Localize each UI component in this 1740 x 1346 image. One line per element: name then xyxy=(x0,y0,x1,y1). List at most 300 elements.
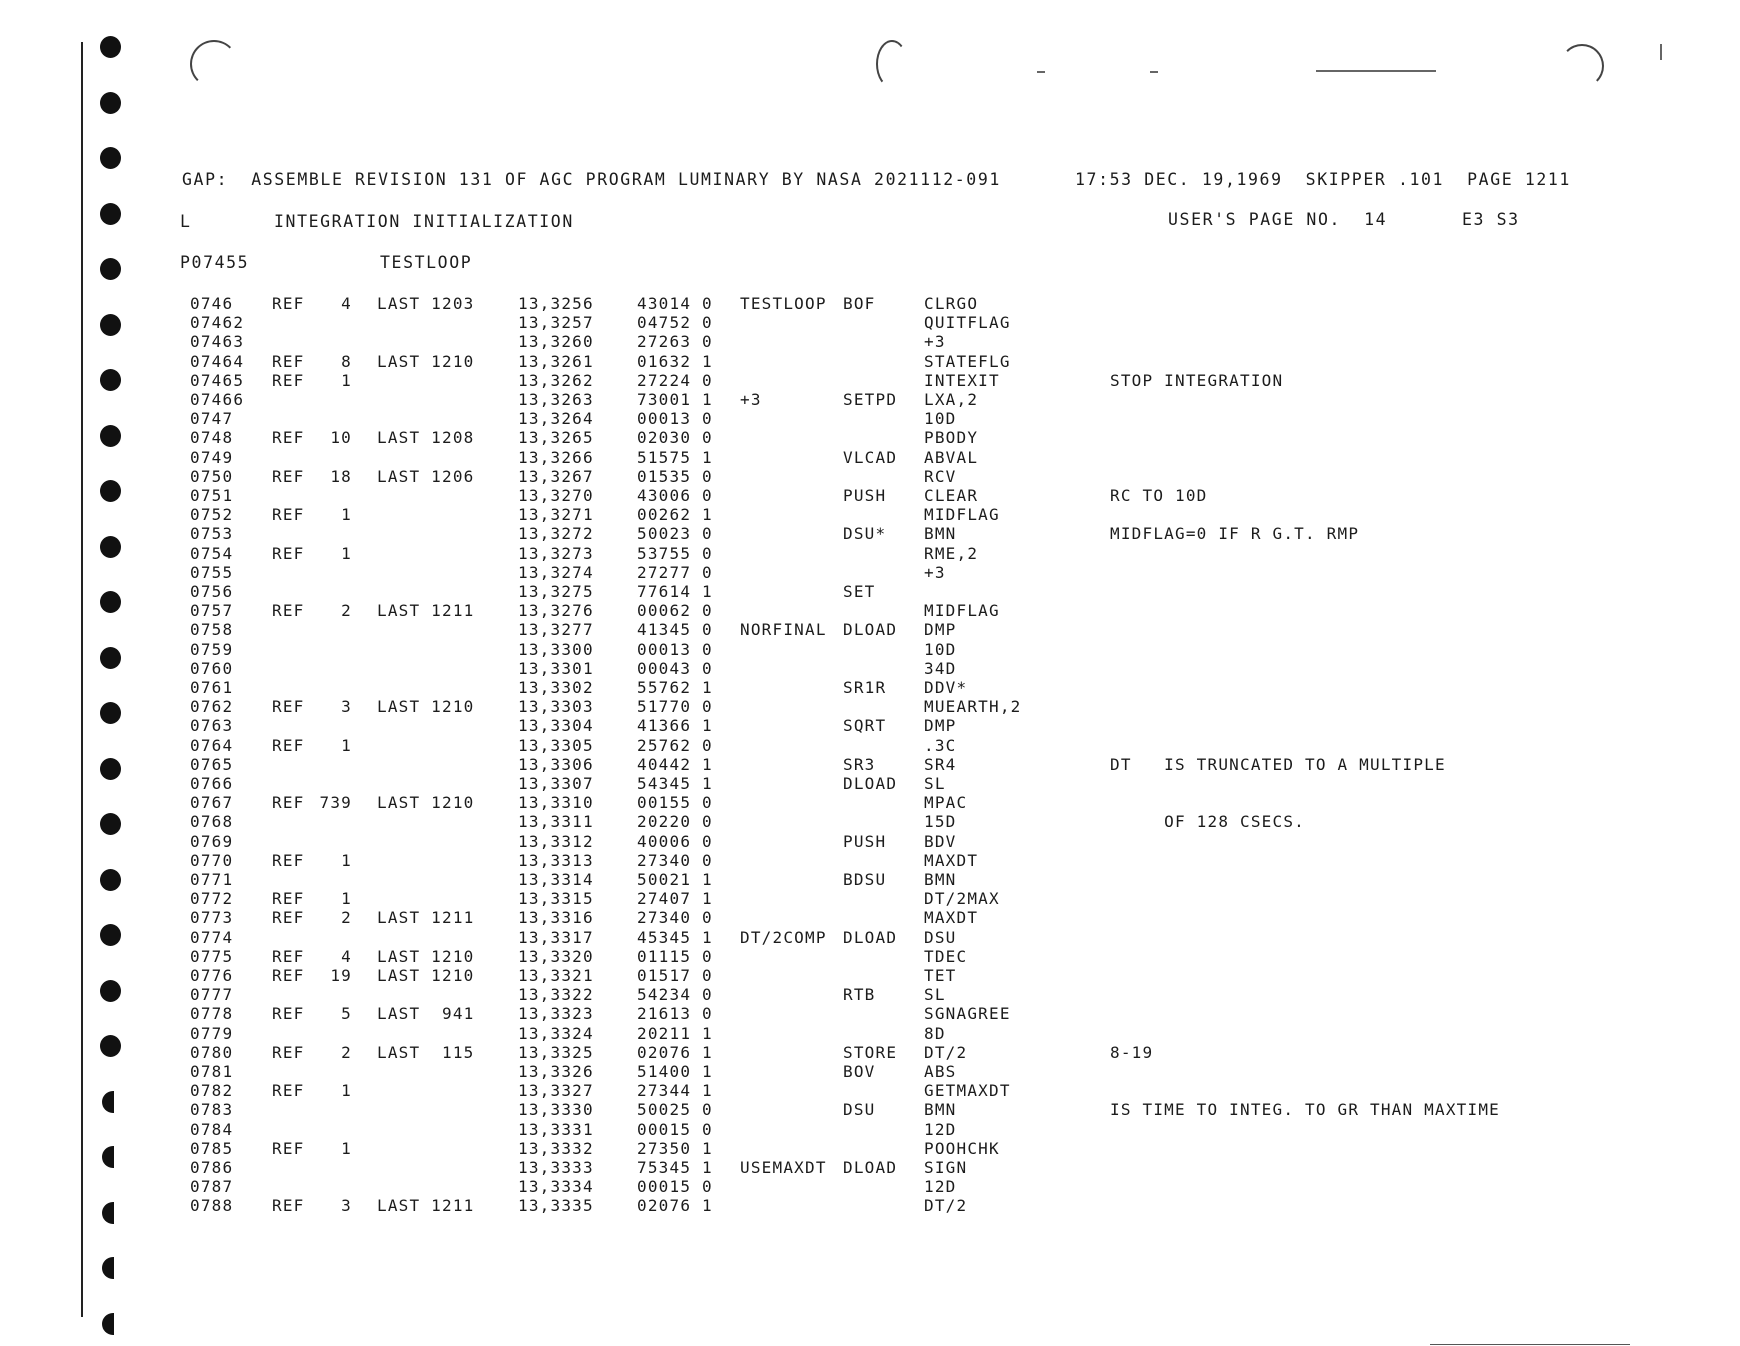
row-line-number: 0771 xyxy=(190,870,234,889)
row-address: 13,3333 xyxy=(518,1158,594,1177)
row-comment: STOP INTEGRATION xyxy=(1110,370,1284,390)
row-octal-word: 45345 1 xyxy=(637,927,713,947)
row-line-number: 0755 xyxy=(190,562,234,582)
row-line-number: 0765 xyxy=(190,754,234,774)
row-address: 13,3314 xyxy=(518,870,594,889)
row-octal-word: 02076 1 xyxy=(637,1196,713,1216)
feed-hole xyxy=(100,758,121,780)
row-octal-word: 51770 0 xyxy=(637,697,713,717)
row-line-number: 0783 xyxy=(190,1100,234,1120)
row-operand: SGNAGREE xyxy=(924,1004,1011,1024)
row-ref-marker: REF xyxy=(272,1196,305,1216)
top-mark xyxy=(1316,70,1436,72)
row-line-number: 0751 xyxy=(190,486,234,505)
row-line-number: 0746 xyxy=(190,294,234,313)
feed-hole xyxy=(100,258,121,280)
row-operand: +3 xyxy=(924,332,946,352)
row-last-ref: LAST 1203 xyxy=(377,294,475,313)
row-address: 13,3261 xyxy=(518,351,594,371)
row-line-number: 0770 xyxy=(190,850,234,870)
row-opcode: DLOAD xyxy=(843,620,898,640)
row-opcode: DLOAD xyxy=(843,1158,898,1177)
row-octal-word: 51575 1 xyxy=(637,447,713,467)
row-address: 13,3307 xyxy=(518,774,594,793)
feed-hole xyxy=(100,425,121,447)
row-ref-marker: REF xyxy=(272,466,305,486)
row-last-ref: LAST 1210 xyxy=(377,351,475,371)
row-last-ref: LAST 1211 xyxy=(377,601,475,621)
row-line-number: 0759 xyxy=(190,639,234,659)
row-operand: LXA,2 xyxy=(924,390,979,409)
row-address: 13,3335 xyxy=(518,1196,594,1216)
row-operand: BMN xyxy=(924,1100,957,1120)
section-marker: L xyxy=(180,212,192,231)
row-last-ref: LAST 1211 xyxy=(377,1196,475,1216)
row-line-number: 0782 xyxy=(190,1081,234,1101)
row-operand: DT/2 xyxy=(924,1196,968,1216)
row-comment: MIDFLAG=0 IF R G.T. RMP xyxy=(1110,524,1360,544)
row-opcode: BOV xyxy=(843,1062,876,1081)
row-line-number: 0772 xyxy=(190,889,234,909)
feed-hole xyxy=(100,536,121,558)
row-address: 13,3315 xyxy=(518,889,594,909)
row-opcode: BDSU xyxy=(843,870,887,889)
row-ref-count: 1 xyxy=(341,1138,352,1158)
row-line-number: 0779 xyxy=(190,1023,234,1043)
row-line-number: 07466 xyxy=(190,390,245,409)
feed-hole xyxy=(100,980,121,1002)
row-address: 13,3316 xyxy=(518,908,594,928)
row-ref-count: 3 xyxy=(341,1196,352,1216)
row-ref-count: 8 xyxy=(341,351,352,371)
row-opcode: SR3 xyxy=(843,754,876,774)
row-last-ref: LAST 941 xyxy=(377,1004,475,1024)
feed-hole xyxy=(100,203,121,225)
row-address: 13,3273 xyxy=(518,543,594,563)
row-address: 13,3305 xyxy=(518,735,594,755)
row-operand: CLRGO xyxy=(924,294,979,313)
row-ref-marker: REF xyxy=(272,850,305,870)
row-octal-word: 27277 0 xyxy=(637,562,713,582)
row-ref-count: 1 xyxy=(341,543,352,563)
row-octal-word: 04752 0 xyxy=(637,313,713,333)
row-operand: BMN xyxy=(924,524,957,544)
row-octal-word: 00015 0 xyxy=(637,1177,713,1197)
row-line-number: 0764 xyxy=(190,735,234,755)
row-octal-word: 00155 0 xyxy=(637,793,713,813)
row-operand: DDV* xyxy=(924,678,968,697)
row-octal-word: 54234 0 xyxy=(637,985,713,1005)
row-ref-count: 1 xyxy=(341,370,352,390)
row-address: 13,3324 xyxy=(518,1023,594,1043)
row-operand: 12D xyxy=(924,1119,957,1139)
row-address: 13,3274 xyxy=(518,562,594,582)
row-address: 13,3311 xyxy=(518,812,594,832)
row-operand: SR4 xyxy=(924,754,957,774)
row-line-number: 0787 xyxy=(190,1177,234,1197)
row-operand: RME,2 xyxy=(924,543,979,563)
feed-hole xyxy=(100,1035,121,1057)
row-octal-word: 43006 0 xyxy=(637,486,713,505)
row-octal-word: 00013 0 xyxy=(637,409,713,429)
row-octal-word: 50021 1 xyxy=(637,870,713,889)
row-opcode: PUSH xyxy=(843,831,887,851)
row-address: 13,3310 xyxy=(518,793,594,813)
row-octal-word: 00013 0 xyxy=(637,639,713,659)
row-ref-marker: REF xyxy=(272,966,305,985)
row-opcode: DLOAD xyxy=(843,927,898,947)
row-address: 13,3323 xyxy=(518,1004,594,1024)
routine-name: TESTLOOP xyxy=(380,253,473,272)
row-operand: .3C xyxy=(924,735,957,755)
row-line-number: 0781 xyxy=(190,1062,234,1081)
row-ref-marker: REF xyxy=(272,351,305,371)
routine-address: P07455 xyxy=(180,253,250,272)
row-comment: RC TO 10D xyxy=(1110,486,1208,505)
row-address: 13,3301 xyxy=(518,658,594,678)
feed-hole xyxy=(102,1202,114,1224)
row-ref-count: 2 xyxy=(341,601,352,621)
row-address: 13,3260 xyxy=(518,332,594,352)
row-line-number: 0761 xyxy=(190,678,234,697)
row-octal-word: 40442 1 xyxy=(637,754,713,774)
row-octal-word: 00043 0 xyxy=(637,658,713,678)
row-ref-count: 4 xyxy=(341,294,352,313)
row-octal-word: 20211 1 xyxy=(637,1023,713,1043)
row-operand: RCV xyxy=(924,466,957,486)
top-mark xyxy=(1037,71,1045,73)
row-ref-count: 10 xyxy=(330,428,352,448)
row-address: 13,3272 xyxy=(518,524,594,544)
row-ref-count: 18 xyxy=(330,466,352,486)
row-operand: TDEC xyxy=(924,946,968,966)
feed-hole xyxy=(100,369,121,391)
row-last-ref: LAST 1211 xyxy=(377,908,475,928)
row-address: 13,3262 xyxy=(518,370,594,390)
feed-hole xyxy=(102,1146,114,1168)
row-address: 13,3327 xyxy=(518,1081,594,1101)
row-address: 13,3317 xyxy=(518,927,594,947)
feed-hole xyxy=(100,147,121,169)
row-last-ref: LAST 1210 xyxy=(377,966,475,985)
row-operand: MAXDT xyxy=(924,850,979,870)
row-ref-count: 1 xyxy=(341,735,352,755)
row-line-number: 0773 xyxy=(190,908,234,928)
row-line-number: 0763 xyxy=(190,716,234,736)
row-ref-marker: REF xyxy=(272,543,305,563)
row-label: NORFINAL xyxy=(740,620,827,640)
row-address: 13,3267 xyxy=(518,466,594,486)
row-line-number: 0777 xyxy=(190,985,234,1005)
row-address: 13,3270 xyxy=(518,486,594,505)
row-opcode: STORE xyxy=(843,1042,898,1062)
row-octal-word: 43014 0 xyxy=(637,294,713,313)
row-ref-count: 19 xyxy=(330,966,352,985)
row-operand: 10D xyxy=(924,409,957,429)
row-operand: MUEARTH,2 xyxy=(924,697,1022,717)
row-opcode: SR1R xyxy=(843,678,887,697)
row-line-number: 0748 xyxy=(190,428,234,448)
row-operand: TET xyxy=(924,966,957,985)
row-octal-word: 27340 0 xyxy=(637,908,713,928)
row-operand: MAXDT xyxy=(924,908,979,928)
row-octal-word: 27263 0 xyxy=(637,332,713,352)
section-code: E3 S3 xyxy=(1462,210,1520,229)
row-ref-count: 2 xyxy=(341,1042,352,1062)
row-ref-count: 1 xyxy=(341,505,352,525)
row-last-ref: LAST 1210 xyxy=(377,946,475,966)
row-operand: BDV xyxy=(924,831,957,851)
row-label: TESTLOOP xyxy=(740,294,827,313)
row-label: USEMAXDT xyxy=(740,1158,827,1177)
row-ref-marker: REF xyxy=(272,1138,305,1158)
row-octal-word: 00015 0 xyxy=(637,1119,713,1139)
row-address: 13,3326 xyxy=(518,1062,594,1081)
section-title: INTEGRATION INITIALIZATION xyxy=(274,212,574,231)
row-octal-word: 01535 0 xyxy=(637,466,713,486)
row-operand: 8D xyxy=(924,1023,946,1043)
feed-hole xyxy=(100,92,121,114)
row-line-number: 0784 xyxy=(190,1119,234,1139)
feed-hole xyxy=(100,702,121,724)
row-octal-word: 50023 0 xyxy=(637,524,713,544)
feed-hole xyxy=(102,1091,114,1113)
row-octal-word: 01517 0 xyxy=(637,966,713,985)
header-right: 17:53 DEC. 19,1969 SKIPPER .101 PAGE 1211 xyxy=(1075,170,1571,189)
row-line-number: 0747 xyxy=(190,409,234,429)
row-ref-marker: REF xyxy=(272,505,305,525)
row-operand: SL xyxy=(924,985,946,1005)
row-line-number: 07462 xyxy=(190,313,245,333)
row-ref-marker: REF xyxy=(272,697,305,717)
row-octal-word: 77614 1 xyxy=(637,582,713,601)
header-left: GAP: ASSEMBLE REVISION 131 OF AGC PROGRAM LUMINARY BY NASA 2021112-091 xyxy=(182,170,1001,189)
row-ref-count: 4 xyxy=(341,946,352,966)
row-operand: DSU xyxy=(924,927,957,947)
row-address: 13,3303 xyxy=(518,697,594,717)
row-line-number: 0769 xyxy=(190,831,234,851)
row-operand: SIGN xyxy=(924,1158,968,1177)
users-page-number: USER'S PAGE NO. 14 xyxy=(1168,210,1388,229)
row-operand: QUITFLAG xyxy=(924,313,1011,333)
row-operand: INTEXIT xyxy=(924,370,1000,390)
row-octal-word: 27350 1 xyxy=(637,1138,713,1158)
row-octal-word: 53755 0 xyxy=(637,543,713,563)
row-octal-word: 21613 0 xyxy=(637,1004,713,1024)
row-address: 13,3322 xyxy=(518,985,594,1005)
row-operand: DMP xyxy=(924,620,957,640)
feed-hole xyxy=(100,813,121,835)
row-ref-marker: REF xyxy=(272,1004,305,1024)
row-ref-marker: REF xyxy=(272,294,305,313)
row-address: 13,3263 xyxy=(518,390,594,409)
row-ref-marker: REF xyxy=(272,793,305,813)
row-address: 13,3334 xyxy=(518,1177,594,1197)
row-operand: DT/2MAX xyxy=(924,889,1000,909)
feed-hole xyxy=(100,924,121,946)
row-operand: MPAC xyxy=(924,793,968,813)
row-address: 13,3256 xyxy=(518,294,594,313)
row-label: DT/2COMP xyxy=(740,927,827,947)
row-ref-count: 739 xyxy=(319,793,352,813)
row-line-number: 0775 xyxy=(190,946,234,966)
row-line-number: 0762 xyxy=(190,697,234,717)
row-ref-count: 2 xyxy=(341,908,352,928)
row-octal-word: 01632 1 xyxy=(637,351,713,371)
row-line-number: 0757 xyxy=(190,601,234,621)
row-address: 13,3275 xyxy=(518,582,594,601)
row-operand: 15D xyxy=(924,812,957,832)
feed-hole xyxy=(100,314,121,336)
row-line-number: 0778 xyxy=(190,1004,234,1024)
row-ref-count: 1 xyxy=(341,889,352,909)
row-opcode: SETPD xyxy=(843,390,898,409)
row-line-number: 0768 xyxy=(190,812,234,832)
row-octal-word: 55762 1 xyxy=(637,678,713,697)
row-operand: 12D xyxy=(924,1177,957,1197)
row-line-number: 0780 xyxy=(190,1042,234,1062)
row-ref-count: 5 xyxy=(341,1004,352,1024)
row-opcode: RTB xyxy=(843,985,876,1005)
row-operand: CLEAR xyxy=(924,486,979,505)
row-address: 13,3320 xyxy=(518,946,594,966)
row-octal-word: 02030 0 xyxy=(637,428,713,448)
row-address: 13,3304 xyxy=(518,716,594,736)
row-last-ref: LAST 115 xyxy=(377,1042,475,1062)
row-ref-marker: REF xyxy=(272,370,305,390)
row-label: +3 xyxy=(740,390,762,409)
row-ref-marker: REF xyxy=(272,735,305,755)
row-address: 13,3266 xyxy=(518,447,594,467)
row-address: 13,3276 xyxy=(518,601,594,621)
row-octal-word: 73001 1 xyxy=(637,390,713,409)
bottom-rule xyxy=(1430,1344,1630,1345)
row-octal-word: 27407 1 xyxy=(637,889,713,909)
row-address: 13,3312 xyxy=(518,831,594,851)
row-octal-word: 20220 0 xyxy=(637,812,713,832)
row-octal-word: 02076 1 xyxy=(637,1042,713,1062)
row-comment: 8-19 xyxy=(1110,1042,1154,1062)
row-line-number: 0754 xyxy=(190,543,234,563)
feed-hole xyxy=(100,647,121,669)
row-ref-marker: REF xyxy=(272,946,305,966)
row-octal-word: 51400 1 xyxy=(637,1062,713,1081)
row-line-number: 0749 xyxy=(190,447,234,467)
row-ref-marker: REF xyxy=(272,1081,305,1101)
row-ref-marker: REF xyxy=(272,601,305,621)
row-line-number: 0774 xyxy=(190,927,234,947)
row-address: 13,3277 xyxy=(518,620,594,640)
row-operand: SL xyxy=(924,774,946,793)
top-mark xyxy=(1660,44,1662,60)
row-address: 13,3321 xyxy=(518,966,594,985)
row-opcode: PUSH xyxy=(843,486,887,505)
row-octal-word: 27224 0 xyxy=(637,370,713,390)
row-last-ref: LAST 1210 xyxy=(377,697,475,717)
row-octal-word: 75345 1 xyxy=(637,1158,713,1177)
row-octal-word: 50025 0 xyxy=(637,1100,713,1120)
row-ref-marker: REF xyxy=(272,1042,305,1062)
feed-hole xyxy=(102,1257,114,1279)
row-operand: 34D xyxy=(924,658,957,678)
row-operand: 10D xyxy=(924,639,957,659)
row-operand: DT/2 xyxy=(924,1042,968,1062)
top-mid-arc xyxy=(876,40,908,88)
row-line-number: 0776 xyxy=(190,966,234,985)
row-octal-word: 00262 1 xyxy=(637,505,713,525)
row-operand: POOHCHK xyxy=(924,1138,1000,1158)
row-operand: BMN xyxy=(924,870,957,889)
row-line-number: 0750 xyxy=(190,466,234,486)
row-operand: DMP xyxy=(924,716,957,736)
row-octal-word: 27340 0 xyxy=(637,850,713,870)
row-address: 13,3306 xyxy=(518,754,594,774)
row-octal-word: 40006 0 xyxy=(637,831,713,851)
row-line-number: 0788 xyxy=(190,1196,234,1216)
row-opcode: SET xyxy=(843,582,876,601)
row-line-number: 0758 xyxy=(190,620,234,640)
row-octal-word: 27344 1 xyxy=(637,1081,713,1101)
row-octal-word: 25762 0 xyxy=(637,735,713,755)
row-operand: PBODY xyxy=(924,428,979,448)
feed-hole xyxy=(100,869,121,891)
row-line-number: 0786 xyxy=(190,1158,234,1177)
row-operand: ABS xyxy=(924,1062,957,1081)
row-ref-marker: REF xyxy=(272,889,305,909)
row-line-number: 07463 xyxy=(190,332,245,352)
row-comment: OF 128 CSECS. xyxy=(1110,812,1305,832)
row-last-ref: LAST 1208 xyxy=(377,428,475,448)
row-address: 13,3271 xyxy=(518,505,594,525)
row-address: 13,3331 xyxy=(518,1119,594,1139)
row-comment: DT IS TRUNCATED TO A MULTIPLE xyxy=(1110,754,1446,774)
row-ref-count: 1 xyxy=(341,1081,352,1101)
row-ref-count: 3 xyxy=(341,697,352,717)
row-last-ref: LAST 1210 xyxy=(377,793,475,813)
row-octal-word: 41366 1 xyxy=(637,716,713,736)
row-address: 13,3265 xyxy=(518,428,594,448)
top-left-arc xyxy=(190,40,238,88)
row-line-number: 0756 xyxy=(190,582,234,601)
feed-hole xyxy=(100,591,121,613)
row-opcode: DSU xyxy=(843,1100,876,1120)
row-line-number: 0753 xyxy=(190,524,234,544)
row-opcode: DLOAD xyxy=(843,774,898,793)
row-line-number: 0766 xyxy=(190,774,234,793)
top-mark xyxy=(1150,71,1158,73)
top-right-arc xyxy=(1560,44,1604,88)
row-address: 13,3330 xyxy=(518,1100,594,1120)
margin-line xyxy=(81,42,83,1317)
row-opcode: SQRT xyxy=(843,716,887,736)
row-comment: IS TIME TO INTEG. TO GR THAN MAXTIME xyxy=(1110,1100,1500,1120)
row-opcode: VLCAD xyxy=(843,447,898,467)
row-address: 13,3264 xyxy=(518,409,594,429)
feed-hole xyxy=(100,480,121,502)
row-operand: +3 xyxy=(924,562,946,582)
row-opcode: DSU* xyxy=(843,524,887,544)
feed-hole xyxy=(100,36,121,58)
row-ref-marker: REF xyxy=(272,428,305,448)
row-line-number: 0760 xyxy=(190,658,234,678)
row-operand: MIDFLAG xyxy=(924,601,1000,621)
feed-hole xyxy=(102,1313,114,1335)
row-line-number: 0785 xyxy=(190,1138,234,1158)
row-line-number: 0767 xyxy=(190,793,234,813)
row-address: 13,3313 xyxy=(518,850,594,870)
row-last-ref: LAST 1206 xyxy=(377,466,475,486)
row-address: 13,3302 xyxy=(518,678,594,697)
